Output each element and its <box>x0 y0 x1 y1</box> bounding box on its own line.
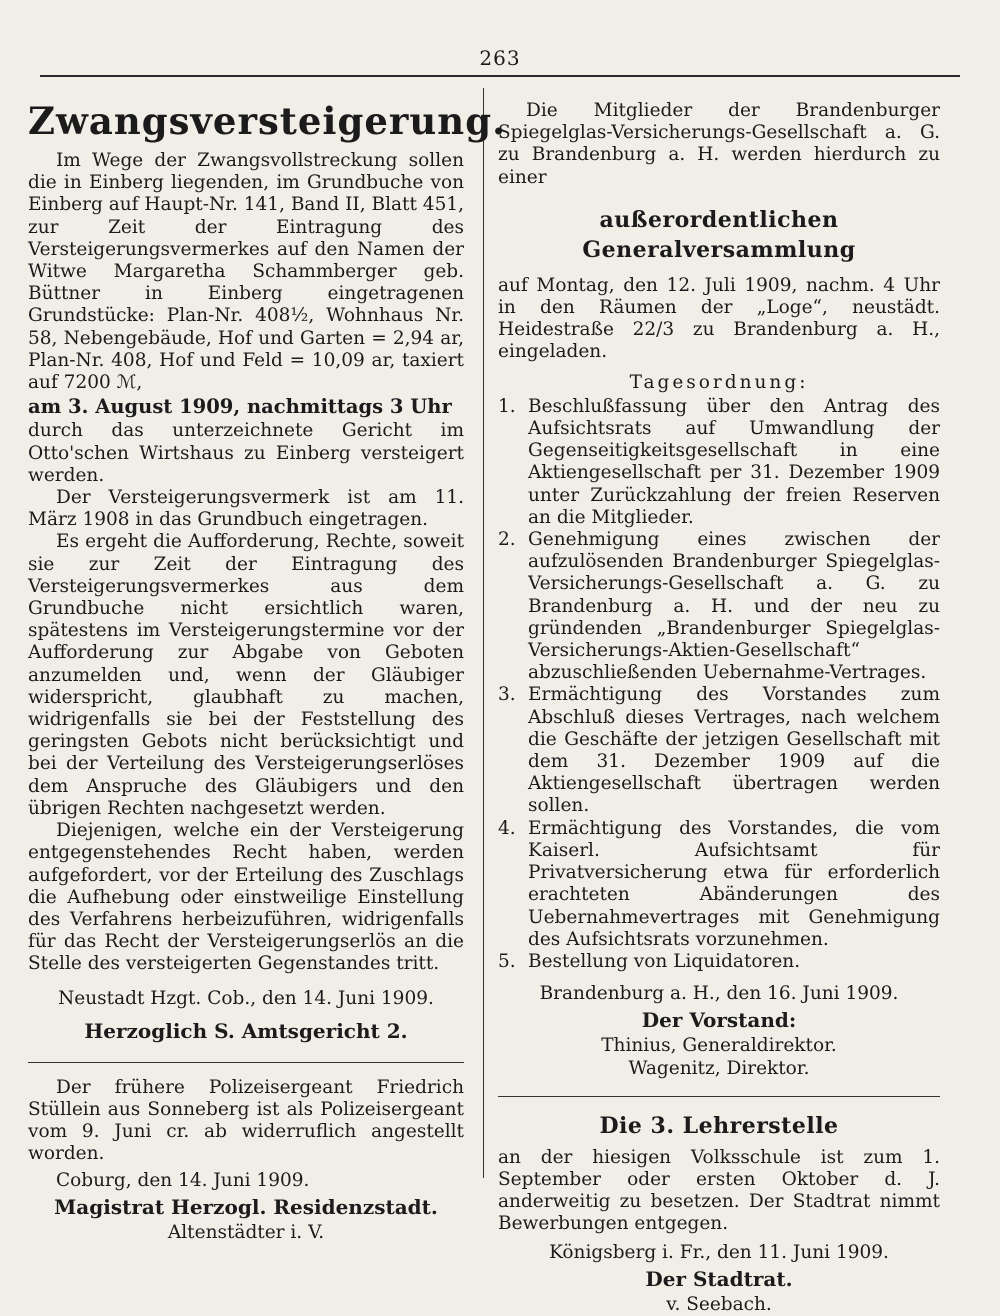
teacher-signer: v. Seebach. <box>666 1293 772 1315</box>
teacher-paragraph: an der hiesigen Volksschule ist zum 1. September oder ersten Oktober d. J. anderweitig zu besetzen. Der Stadtrat nimmt Bewerbungen entgegen. <box>498 1146 940 1235</box>
assembly-signer-1: Thinius, Generaldirektor. <box>601 1035 837 1057</box>
agenda-list <box>498 396 940 973</box>
auction-paragraph-2: durch das unterzeichnete Gericht im Otto'schen Wirtshaus zu Einberg versteigert werden. <box>28 420 464 486</box>
auction-title: Zwangsversteigerung. <box>28 99 506 143</box>
agenda-heading: Tagesordnung: <box>629 371 809 393</box>
assembly-place-date: Brandenburg a. H., den 16. Juni 1909. <box>539 983 899 1005</box>
page-number: 263 <box>479 46 521 70</box>
auction-place-date: Neustadt Hzgt. Cob., den 14. Juni 1909. <box>58 987 434 1009</box>
column-divider <box>483 88 484 1178</box>
top-rule <box>40 75 960 77</box>
auction-paragraph-4: Es ergeht die Aufforderung, Rechte, soweit sie zur Zeit der Eintragung des Versteigerungsvermerkes aus dem Grundbuche nicht ersichtlich waren, spätestens im Versteigerungstermine vor der Aufforderung zur Abgabe von Geboten anzumelden und, wenn der Gläubiger widerspricht, glaubhaft zu machen, widrigenfalls sie bei der Feststellung des geringsten Gebots nicht berücksichtigt und bei der Verteilung des Versteigerungserlöses dem Anspruche des Gläubigers und den übrigen Rechten nachgesetzt werden. <box>28 531 464 819</box>
agenda-item: 1. Beschlußfassung über den Antrag des Aufsichtsrats auf Umwandlung der Gegenseitigkeitsgesellschaft in eine Aktiengesellschaft per 31. Dezember 1909 unter Zurückzahlung der freien Reserven an die Mitglieder. <box>498 395 940 528</box>
agenda-item: 4. Ermächtigung des Vorstandes, die vom Kaiserl. Aufsichtsamt für Privatversicherung etwa für erforderlich erachteten Abänderungen des Uebernahmevertrages mit Genehmigung des Aufsichtsrats vorzunehmen. <box>498 817 940 950</box>
left-separator <box>28 1062 464 1063</box>
assembly-intro: Die Mitglieder der Brandenburger Spiegelglas-Versicherungs-Gesellschaft a. G. zu Brandenburg a. H. werden hierdurch zu einer <box>498 100 940 188</box>
right-separator <box>498 1096 940 1097</box>
agenda-item: 2. Genehmigung eines zwischen der aufzulösenden Brandenburger Spiegelglas-Versicherungs-Gesellschaft a. G. zu Brandenburg a. H. und der neu zu gründenden „Brandenburger Spiegelglas-Versicherungs-Aktien-Gesellschaft“ abzuschließenden Uebernahme-Vertrages. <box>498 529 940 684</box>
teacher-notice <box>498 1111 940 1316</box>
police-paragraph: Der frühere Polizeisergeant Friedrich Stüllein aus Sonneberg ist als Polizeisergeant vom 9. Juni cr. ab widerruflich angestellt worden. <box>28 1076 464 1165</box>
right-column <box>498 92 940 1316</box>
left-column <box>28 92 506 1244</box>
assembly-title: außerordentlichen Generalversammlung <box>582 206 856 263</box>
assembly-signer-2: Wagenitz, Direktor. <box>628 1057 810 1079</box>
auction-signature: Herzoglich S. Amtsgericht 2. <box>84 1018 408 1043</box>
police-place-date: Coburg, den 14. Juni 1909. <box>56 1169 310 1191</box>
auction-paragraph-5: Diejenigen, welche ein der Versteigerung entgegenstehendes Recht haben, werden aufgefordert, vor der Erteilung des Zuschlags die Aufhebung oder einstweilige Einstellung des Verfahrens herbeizuführen, widrigenfalls für das Recht der Versteigerungserlös an die Stelle des versteigerten Gegenstandes tritt. <box>28 820 464 975</box>
teacher-signature: Der Stadtrat. <box>645 1266 793 1291</box>
police-notice <box>28 1077 464 1244</box>
teacher-place-date: Königsberg i. Fr., den 11. Juni 1909. <box>549 1241 889 1263</box>
agenda-item: 5. Bestellung von Liquidatoren. <box>498 950 801 972</box>
agenda-item: 3. Ermächtigung des Vorstandes zum Abschluß dieses Vertrages, nach welchem die Geschäfte der jetzigen Gesellschaft mit dem 31. Dezember 1909 auf die Aktiengesellschaft übertragen werden sollen. <box>498 684 940 817</box>
assembly-board: Der Vorstand: <box>641 1008 797 1033</box>
teacher-title: Die 3. Lehrerstelle <box>599 1112 839 1139</box>
police-signer: Altenstädter i. V. <box>167 1221 325 1243</box>
assembly-notice <box>498 100 940 1080</box>
auction-notice <box>28 98 506 1044</box>
auction-date-line: am 3. August 1909, nachmittags 3 Uhr <box>28 395 452 419</box>
auction-paragraph-1: Im Wege der Zwangsvollstreckung sollen die in Einberg liegenden, im Grundbuche von Einberg auf Haupt-Nr. 141, Band II, Blatt 451, zur Zeit der Eintragung des Versteigerungsvermerkes auf den Namen der Witwe Margaretha Schammberger geb. Büttner in Einberg eingetragenen Grundstücke: Plan-Nr. 408½, Wohnhaus Nr. 58, Nebengebäude, Hof und Garten = 2,94 ar, Plan-Nr. 408, Hof und Feld = 10,09 ar, taxiert auf 7200 ℳ, <box>28 150 464 394</box>
auction-paragraph-3: Der Versteigerungsvermerk ist am 11. März 1908 in das Grundbuch eingetragen. <box>28 487 464 531</box>
police-signature: Magistrat Herzogl. Residenzstadt. <box>54 1194 438 1219</box>
assembly-when: auf Montag, den 12. Juli 1909, nachm. 4 Uhr in den Räumen der „Loge“, neustädt. Heidestraße 22/3 zu Brandenburg a. H., eingeladen. <box>498 274 940 363</box>
